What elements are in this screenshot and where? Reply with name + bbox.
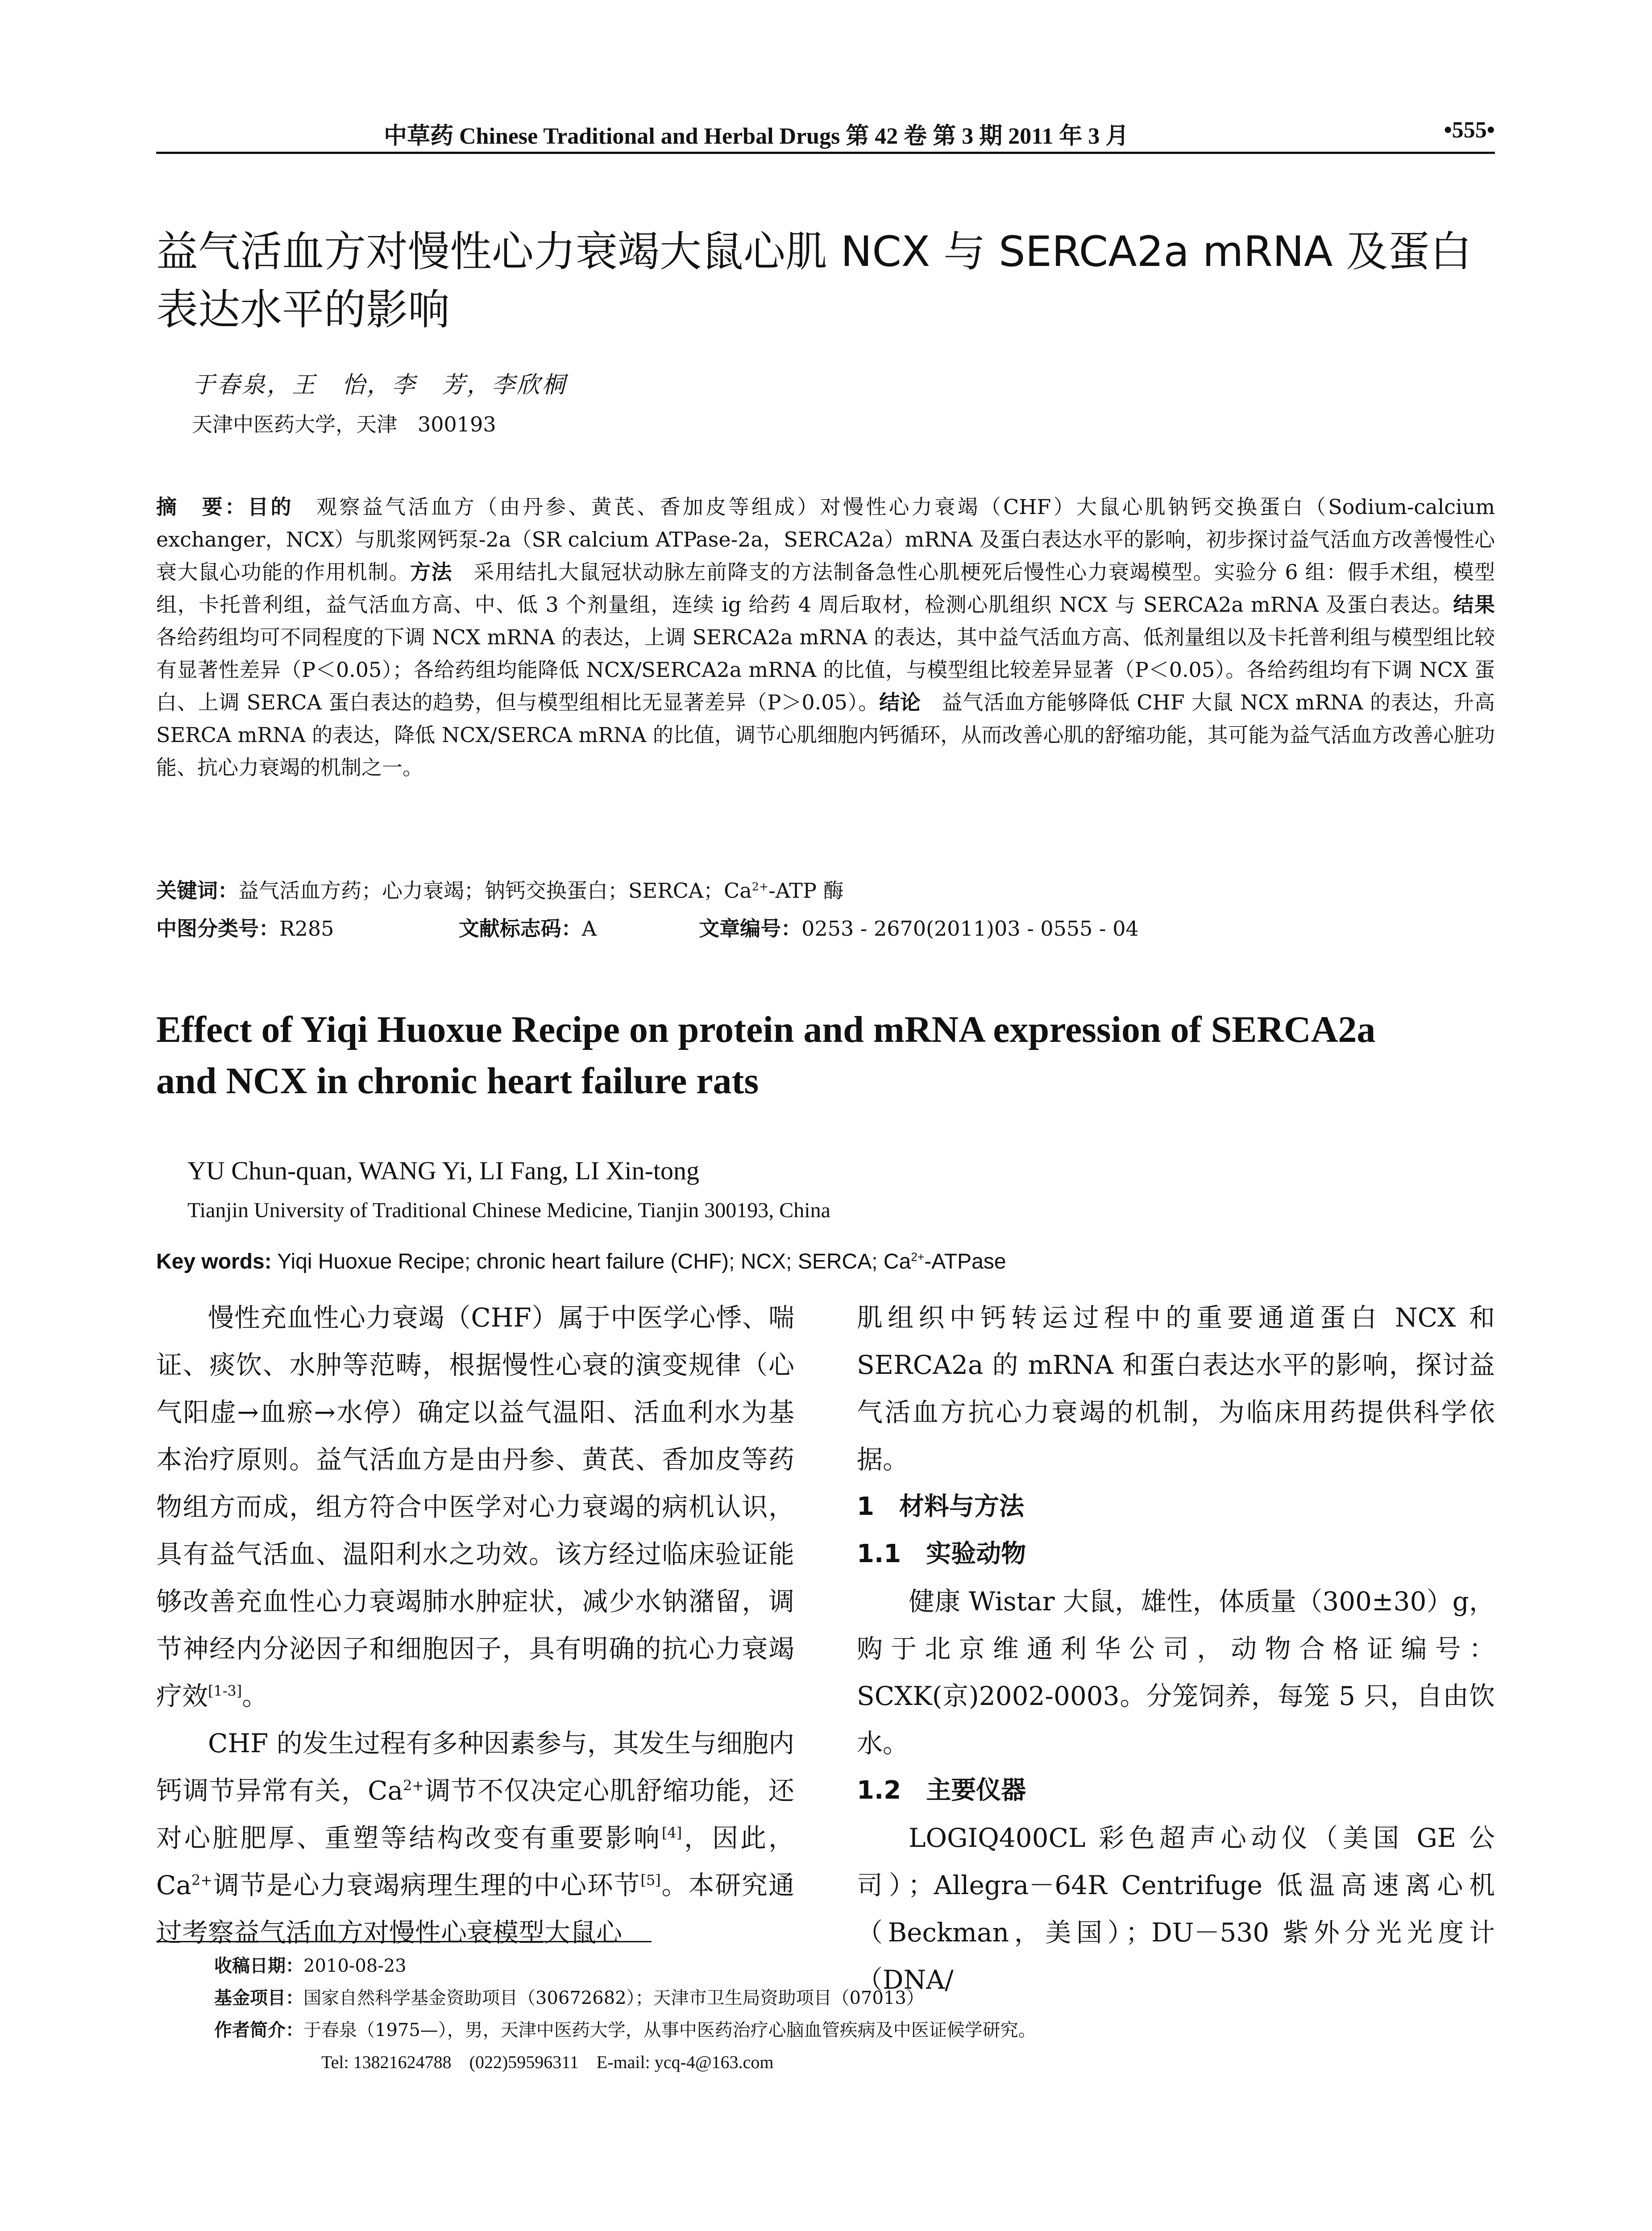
abstract-label: 摘 要：	[156, 495, 248, 519]
intro-p2-text-a: CHF 的发生过程有多种因素参与，其发生与细胞内钙调节异常有关，Ca	[156, 1728, 794, 1806]
intro-p2-text-b: 调节不仅决定心肌舒缩功能，还对心脏肥厚、重塑等结构改变有重要影响	[156, 1775, 794, 1853]
intro-paragraph-1	[156, 1294, 794, 1720]
running-header	[156, 117, 1495, 157]
keywords-en-text: Yiqi Huoxue Recipe; chronic heart failure (CHF); NCX; SERCA; Ca	[271, 1250, 911, 1273]
bio-label: 作者简介：	[214, 2020, 303, 2040]
footnote-rule	[156, 1941, 652, 1942]
author-contact: Tel: 13821624788 (022)59596311 E-mail: ycq-4@163.com	[321, 2052, 774, 2072]
title-en	[156, 1004, 1495, 1107]
section-heading-1-1: 1.1 实验动物	[857, 1539, 1026, 1568]
title-cn-line-2: 表达水平的影响	[156, 286, 450, 334]
clc-label: 中图分类号：	[156, 916, 279, 941]
section-1-1-text: 健康 Wistar 大鼠，雄性，体质量（300±30）g，购于北京维通利华公司，动物合格证编号：SCXK(京)2002-0003。分笼饲养，每笼 5 只，自由饮水。	[857, 1586, 1495, 1758]
received-value: 2010-08-23	[303, 1956, 407, 1976]
citation-ref: [5]	[640, 1871, 661, 1889]
title-cn-line-1: 益气活血方对慢性心力衰竭大鼠心肌 NCX 与 SERCA2a mRNA 及蛋白	[156, 228, 1472, 276]
keywords-cn	[156, 875, 844, 904]
journal-header: 中草药 Chinese Traditional and Herbal Drugs 第 42 卷 第 3 期 2011 年 3 月	[384, 124, 1129, 149]
fund-info	[214, 1982, 1036, 2014]
affiliation-en: Tianjin University of Traditional Chinese Medicine, Tianjin 300193, China	[187, 1198, 830, 1222]
keywords-cn-text: 益气活血方药；心力衰竭；钠钙交换蛋白；SERCA；Ca	[238, 879, 752, 903]
article-no-label: 文章编号：	[699, 916, 802, 941]
results-label: 结果	[1453, 593, 1495, 617]
intro-p2-text-e: 。本研究通过考察益气活血方对慢性心衰模型大鼠心	[156, 1870, 794, 1948]
methods-text: 采用结扎大鼠冠状动脉左前降支的方法制备急性心肌梗死后慢性心力衰竭模型。实验分 6 组：假手术组，模型组，卡托普利组，益气活血方高、中、低 3 个剂量组，连续 ig 给药 4 周后取材，检测心肌组织 NCX 与 SERCA2a mRNA 及蛋白表达。	[156, 560, 1495, 617]
footnotes	[214, 1950, 1036, 2078]
keywords-en-sup: 2+	[911, 1250, 925, 1264]
doc-code-label: 文献标志码：	[458, 916, 582, 941]
keywords-cn-label: 关键词：	[156, 879, 238, 903]
objective-label: 目的	[248, 495, 294, 519]
citation-ref: [1-3]	[208, 1682, 242, 1700]
title-en-line-1: Effect of Yiqi Huoxue Recipe on protein and mRNA expression of SERCA2a	[156, 1009, 1376, 1050]
intro-p2-text-d: 调节是心力衰竭病理生理的中心环节	[212, 1870, 641, 1900]
doc-code-value: A	[581, 916, 597, 941]
conclusion-text: 益气活血方能够降低 CHF 大鼠 NCX mRNA 的表达，升高 SERCA mRNA 的表达，降低 NCX/SERCA mRNA 的比值，调节心肌细胞内钙循环，从而改善心肌的舒缩功能，其可能为益气活血方改善心脏功能、抗心力衰竭的机制之一。	[156, 690, 1495, 780]
title-cn	[156, 223, 1495, 339]
bio-value: 于春泉（1975—），男，天津中医药大学，从事中医药治疗心脑血管疾病及中医证候学研究。	[303, 2020, 1036, 2040]
abstract-cn	[156, 491, 1495, 784]
classification-line	[156, 912, 1139, 942]
authors-en: YU Chun-quan, WANG Yi, LI Fang, LI Xin-tong	[187, 1156, 700, 1185]
keywords-cn-sup: 2+	[751, 880, 769, 893]
fund-value: 国家自然科学基金资助项目（30672682）；天津市卫生局资助项目（07013）	[303, 1988, 924, 2008]
section-1-2-text: LOGIQ400CL 彩色超声心动仪（美国 GE 公司）；Allegra－64R Centrifuge 低温高速离心机（Beckman，美国）；DU－530 紫外分光光度计（DNA/	[857, 1823, 1495, 1995]
section-heading-1: 1 材料与方法	[857, 1492, 1024, 1521]
conclusion-label: 结论	[879, 690, 921, 714]
objective-text: 观察益气活血方（由丹参、黄芪、香加皮等组成）对慢性心力衰竭（CHF）大鼠心肌钠钙交换蛋白（Sodium-calcium exchanger，NCX）与肌浆网钙泵-2a（SR calcium ATPase-2a，SERCA2a）mRNA 及蛋白表达水平的影响，初步探讨益气活血方改善慢性心衰大鼠心功能的作用机制。	[156, 495, 1495, 584]
keywords-en-label: Key words:	[156, 1250, 272, 1273]
body-column-right	[857, 1294, 1495, 2003]
results-text: 各给药组均可不同程度的下调 NCX mRNA 的表达，上调 SERCA2a mRNA 的表达，其中益气活血方高、低剂量组以及卡托普利组与模型组比较有显著性差异（P＜0.05）；各给药组均能降低 NCX/SERCA2a mRNA 的比值，与模型组比较差异显著（P＜0.05）。各给药组均有下调 NCX 蛋白、上调 SERCA 蛋白表达的趋势，但与模型组相比无显著差异（P＞0.05）。	[156, 625, 1495, 714]
keywords-en-tail: -ATPase	[924, 1250, 1006, 1273]
keywords-en	[156, 1249, 1006, 1274]
keywords-cn-tail: -ATP 酶	[768, 879, 844, 903]
intro-continued: 肌组织中钙转运过程中的重要通道蛋白 NCX 和 SERCA2a 的 mRNA 和蛋白表达水平的影响，探讨益气活血方抗心力衰竭的机制，为临床用药提供科学依据。	[857, 1302, 1495, 1475]
clc-value: R285	[279, 916, 334, 941]
received-label: 收稿日期：	[214, 1956, 303, 1976]
ion-charge-sup: 2+	[403, 1777, 424, 1794]
intro-p2-text-c: ，因此，Ca	[156, 1823, 794, 1900]
citation-ref: [4]	[662, 1824, 682, 1841]
fund-label: 基金项目：	[214, 1988, 303, 2008]
received-date	[214, 1950, 1036, 1982]
article-no-value: 0253 - 2670(2011)03 - 0555 - 04	[801, 916, 1139, 941]
authors-cn: 于春泉，王 怡，李 芳，李欣桐	[192, 372, 567, 398]
intro-p1-end: 。	[242, 1681, 268, 1711]
ion-charge-sup: 2+	[191, 1871, 212, 1889]
header-rule	[156, 152, 1495, 154]
author-bio	[214, 2014, 1036, 2046]
methods-label: 方法	[410, 560, 452, 584]
title-en-line-2: and NCX in chronic heart failure rats	[156, 1060, 759, 1102]
section-heading-1-2: 1.2 主要仪器	[857, 1776, 1026, 1805]
page-number: •555•	[1444, 117, 1495, 143]
body-column-left	[156, 1294, 794, 1956]
intro-paragraph-2	[156, 1720, 794, 1956]
affiliation-cn: 天津中医药大学，天津 300193	[192, 412, 496, 436]
intro-p1-text: 慢性充血性心力衰竭（CHF）属于中医学心悸、喘证、痰饮、水肿等范畴，根据慢性心衰的演变规律（心气阳虚→血瘀→水停）确定以益气温阳、活血利水为基本治疗原则。益气活血方是由丹参、黄芪、香加皮等药物组方而成，组方符合中医学对心力衰竭的病机认识，具有益气活血、温阳利水之功效。该方经过临床验证能够改善充血性心力衰竭肺水肿症状，减少水钠潴留，调节神经内分泌因子和细胞因子，具有明确的抗心力衰竭疗效	[156, 1302, 794, 1711]
